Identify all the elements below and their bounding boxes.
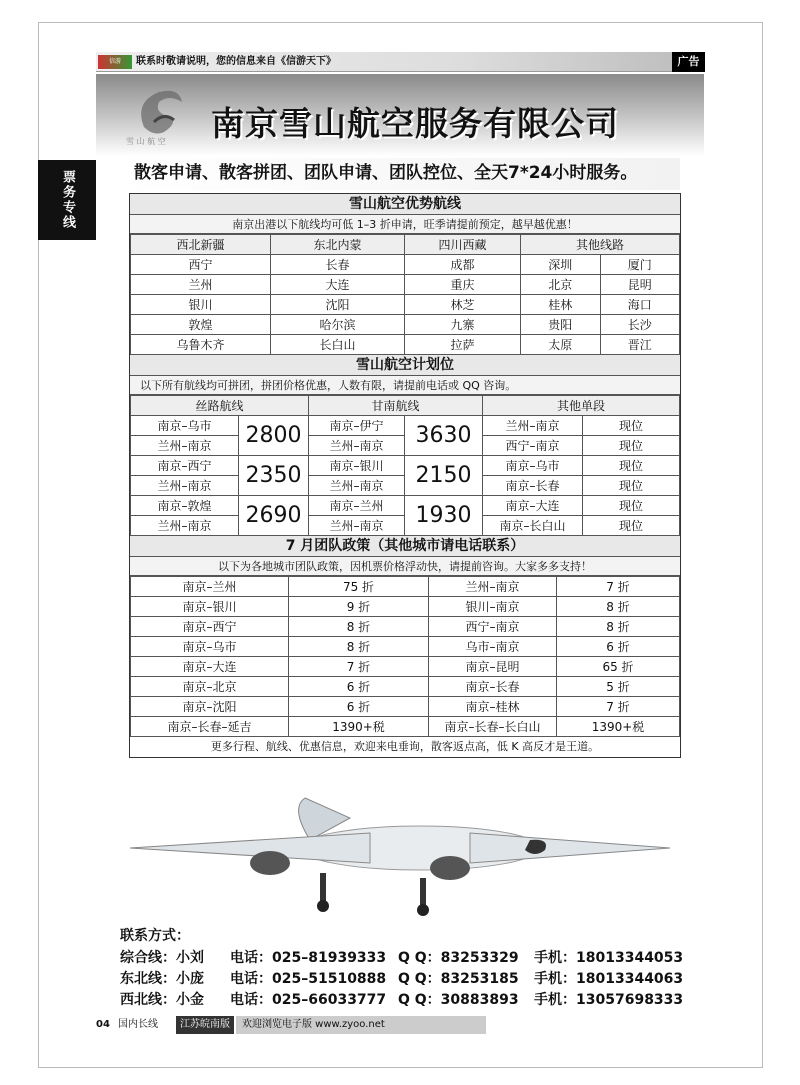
discount-cell: 8 折 xyxy=(557,617,680,637)
column-header: 西北新疆 xyxy=(131,235,271,255)
discount-cell: 7 折 xyxy=(557,697,680,717)
contacts-label: 联系方式： xyxy=(120,928,190,944)
planned-seats-table xyxy=(130,395,680,536)
route-cell: 南京–北京 xyxy=(131,677,289,697)
discount-cell: 8 折 xyxy=(557,597,680,617)
route-cell: 北京 xyxy=(521,275,601,295)
status-cell: 现位 xyxy=(583,436,680,456)
price-cell: 1930 xyxy=(405,496,483,536)
route-cell: 南京–兰州 xyxy=(309,496,405,516)
contact-line: 综合线：小刘 xyxy=(120,950,204,966)
table-row xyxy=(131,416,680,436)
price-cell: 2150 xyxy=(405,456,483,496)
contact-qq: Q Q：83253329 xyxy=(398,950,519,966)
route-cell: 乌市–南京 xyxy=(429,637,557,657)
section3-note: 以下为各地城市团队政策，因机票价格浮动快，请提前咨询。大家多多支持！ xyxy=(130,557,680,576)
route-cell: 西宁–南京 xyxy=(429,617,557,637)
section2-title: 雪山航空计划位 xyxy=(130,355,680,376)
route-cell: 南京–长春 xyxy=(483,476,583,496)
website-link[interactable]: 欢迎浏览电子版 www.zyoo.net xyxy=(236,1016,486,1034)
status-cell: 现位 xyxy=(583,416,680,436)
column-header: 甘南航线 xyxy=(309,396,483,416)
route-cell: 南京–长春–延吉 xyxy=(131,717,289,737)
table-row xyxy=(131,275,680,295)
table-row xyxy=(131,335,680,355)
contacts xyxy=(120,925,690,1010)
table-row xyxy=(131,677,680,697)
price-cell: 2690 xyxy=(239,496,309,536)
status-cell: 现位 xyxy=(583,496,680,516)
discount-cell: 7 折 xyxy=(289,657,429,677)
route-cell: 南京–长春–长白山 xyxy=(429,717,557,737)
ad-label: 广告 xyxy=(672,52,705,72)
route-cell: 昆明 xyxy=(600,275,680,295)
route-cell: 兰州–南京 xyxy=(309,516,405,536)
route-cell: 南京–大连 xyxy=(131,657,289,677)
route-tables xyxy=(129,193,681,758)
route-cell: 南京–敦煌 xyxy=(131,496,239,516)
route-cell: 兰州–南京 xyxy=(131,516,239,536)
status-cell: 现位 xyxy=(583,516,680,536)
company-name: 南京雪山航空服务有限公司 xyxy=(211,104,619,143)
column-header: 其他单段 xyxy=(483,396,680,416)
section-name: 国内长线 xyxy=(118,1019,158,1030)
route-cell: 长春 xyxy=(271,255,405,275)
price-cell: 3630 xyxy=(405,416,483,456)
contact-row xyxy=(120,989,690,1010)
column-header: 丝路航线 xyxy=(131,396,309,416)
route-cell: 南京–伊宁 xyxy=(309,416,405,436)
route-cell: 南京–乌市 xyxy=(483,456,583,476)
discount-cell: 6 折 xyxy=(289,697,429,717)
discount-cell: 9 折 xyxy=(289,597,429,617)
route-cell: 南京–银川 xyxy=(131,597,289,617)
route-cell: 兰州–南京 xyxy=(429,577,557,597)
table-row xyxy=(131,637,680,657)
discount-cell: 7 折 xyxy=(557,577,680,597)
route-cell: 南京–银川 xyxy=(309,456,405,476)
route-cell: 西宁–南京 xyxy=(483,436,583,456)
route-cell: 南京–西宁 xyxy=(131,617,289,637)
contact-line: 东北线：小庞 xyxy=(120,971,204,987)
table-row xyxy=(131,597,680,617)
table-row xyxy=(131,717,680,737)
advantage-routes-table xyxy=(130,234,680,355)
price-cell: 2350 xyxy=(239,456,309,496)
route-cell: 银川 xyxy=(131,295,271,315)
column-header: 四川西藏 xyxy=(405,235,521,255)
table-row xyxy=(131,617,680,637)
route-cell: 成都 xyxy=(405,255,521,275)
table-row xyxy=(131,255,680,275)
route-cell: 南京–沈阳 xyxy=(131,697,289,717)
route-cell: 南京–长春 xyxy=(429,677,557,697)
route-cell: 海口 xyxy=(600,295,680,315)
table-row xyxy=(131,577,680,597)
route-cell: 长沙 xyxy=(600,315,680,335)
route-cell: 西宁 xyxy=(131,255,271,275)
route-cell: 长白山 xyxy=(271,335,405,355)
table-row xyxy=(131,295,680,315)
route-cell: 乌鲁木齐 xyxy=(131,335,271,355)
route-cell: 林芝 xyxy=(405,295,521,315)
route-cell: 晋江 xyxy=(600,335,680,355)
contact-mobile: 手机：18013344053 xyxy=(534,950,684,966)
discount-cell: 65 折 xyxy=(557,657,680,677)
discount-cell: 8 折 xyxy=(289,637,429,657)
contact-tel: 电话：025–81939333 xyxy=(230,950,387,966)
section3-title: 7 月团队政策（其他城市请电话联系） xyxy=(130,536,680,557)
route-cell: 南京–兰州 xyxy=(131,577,289,597)
route-cell: 重庆 xyxy=(405,275,521,295)
table-row xyxy=(131,496,680,516)
route-cell: 沈阳 xyxy=(271,295,405,315)
route-cell: 兰州–南京 xyxy=(131,476,239,496)
table-row xyxy=(131,657,680,677)
discount-cell: 5 折 xyxy=(557,677,680,697)
discount-cell: 1390+税 xyxy=(289,717,429,737)
route-cell: 大连 xyxy=(271,275,405,295)
contact-qq: Q Q：83253185 xyxy=(398,971,519,987)
route-cell: 贵阳 xyxy=(521,315,601,335)
status-cell: 现位 xyxy=(583,476,680,496)
route-cell: 厦门 xyxy=(600,255,680,275)
top-bar xyxy=(96,52,704,72)
route-cell: 南京–西宁 xyxy=(131,456,239,476)
logo-text: 雪 山 航 空 xyxy=(126,137,166,146)
route-cell: 兰州–南京 xyxy=(131,436,239,456)
discount-cell: 6 折 xyxy=(289,677,429,697)
route-cell: 南京–大连 xyxy=(483,496,583,516)
route-cell: 拉萨 xyxy=(405,335,521,355)
table-row xyxy=(131,315,680,335)
route-cell: 兰州–南京 xyxy=(309,436,405,456)
side-tab: 票务专线 xyxy=(38,160,96,240)
route-cell: 九寨 xyxy=(405,315,521,335)
edition-badge: 江苏皖南版 xyxy=(176,1016,234,1034)
route-cell: 银川–南京 xyxy=(429,597,557,617)
route-cell: 敦煌 xyxy=(131,315,271,335)
discount-cell: 1390+税 xyxy=(557,717,680,737)
contact-row xyxy=(120,968,690,989)
section1-note: 南京出港以下航线均可低 1–3 折申请，旺季请提前预定，越早越优惠！ xyxy=(130,215,680,234)
route-cell: 桂林 xyxy=(521,295,601,315)
contact-tel: 电话：025–51510888 xyxy=(230,971,387,987)
discount-cell: 75 折 xyxy=(289,577,429,597)
top-note: 联系时敬请说明，您的信息来自《信游天下》 xyxy=(136,56,336,67)
contact-tel: 电话：025–66033777 xyxy=(230,992,387,1008)
discount-cell: 6 折 xyxy=(557,637,680,657)
table-row xyxy=(131,697,680,717)
group-policy-table xyxy=(130,576,680,737)
discount-cell: 8 折 xyxy=(289,617,429,637)
route-cell: 南京–乌市 xyxy=(131,637,289,657)
route-cell: 兰州–南京 xyxy=(309,476,405,496)
contact-row xyxy=(120,947,690,968)
contact-line: 西北线：小金 xyxy=(120,992,204,1008)
service-slogan: 散客申请、散客拼团、团队申请、团队控位、全天7*24小时服务。 xyxy=(120,158,680,190)
contact-mobile: 手机：13057698333 xyxy=(534,992,684,1008)
column-header: 东北内蒙 xyxy=(271,235,405,255)
header xyxy=(96,74,704,156)
contact-mobile: 手机：18013344063 xyxy=(534,971,684,987)
contact-qq: Q Q：30883893 xyxy=(398,992,519,1008)
status-cell: 现位 xyxy=(583,456,680,476)
page-number: 04 xyxy=(96,1019,110,1030)
section2-note: 以下所有航线均可拼团，拼团价格优惠，人数有限，请提前电话或 QQ 咨询。 xyxy=(130,376,680,395)
route-cell: 南京–昆明 xyxy=(429,657,557,677)
route-cell: 深圳 xyxy=(521,255,601,275)
column-header: 其他线路 xyxy=(521,235,680,255)
price-cell: 2800 xyxy=(239,416,309,456)
airline-logo-icon xyxy=(124,82,194,142)
route-cell: 南京–乌市 xyxy=(131,416,239,436)
magazine-logo: 信游 xyxy=(98,55,132,69)
promo-footer: 更多行程、航线、优惠信息，欢迎来电垂询，散客返点高，低 K 高反才是王道。 xyxy=(210,740,600,753)
route-cell: 兰州–南京 xyxy=(483,416,583,436)
route-cell: 兰州 xyxy=(131,275,271,295)
route-cell: 哈尔滨 xyxy=(271,315,405,335)
page-footer xyxy=(96,1016,704,1034)
route-cell: 太原 xyxy=(521,335,601,355)
section1-title: 雪山航空优势航线 xyxy=(130,194,680,215)
airplane-icon xyxy=(120,778,680,918)
route-cell: 南京–长白山 xyxy=(483,516,583,536)
table-row xyxy=(131,456,680,476)
route-cell: 南京–桂林 xyxy=(429,697,557,717)
